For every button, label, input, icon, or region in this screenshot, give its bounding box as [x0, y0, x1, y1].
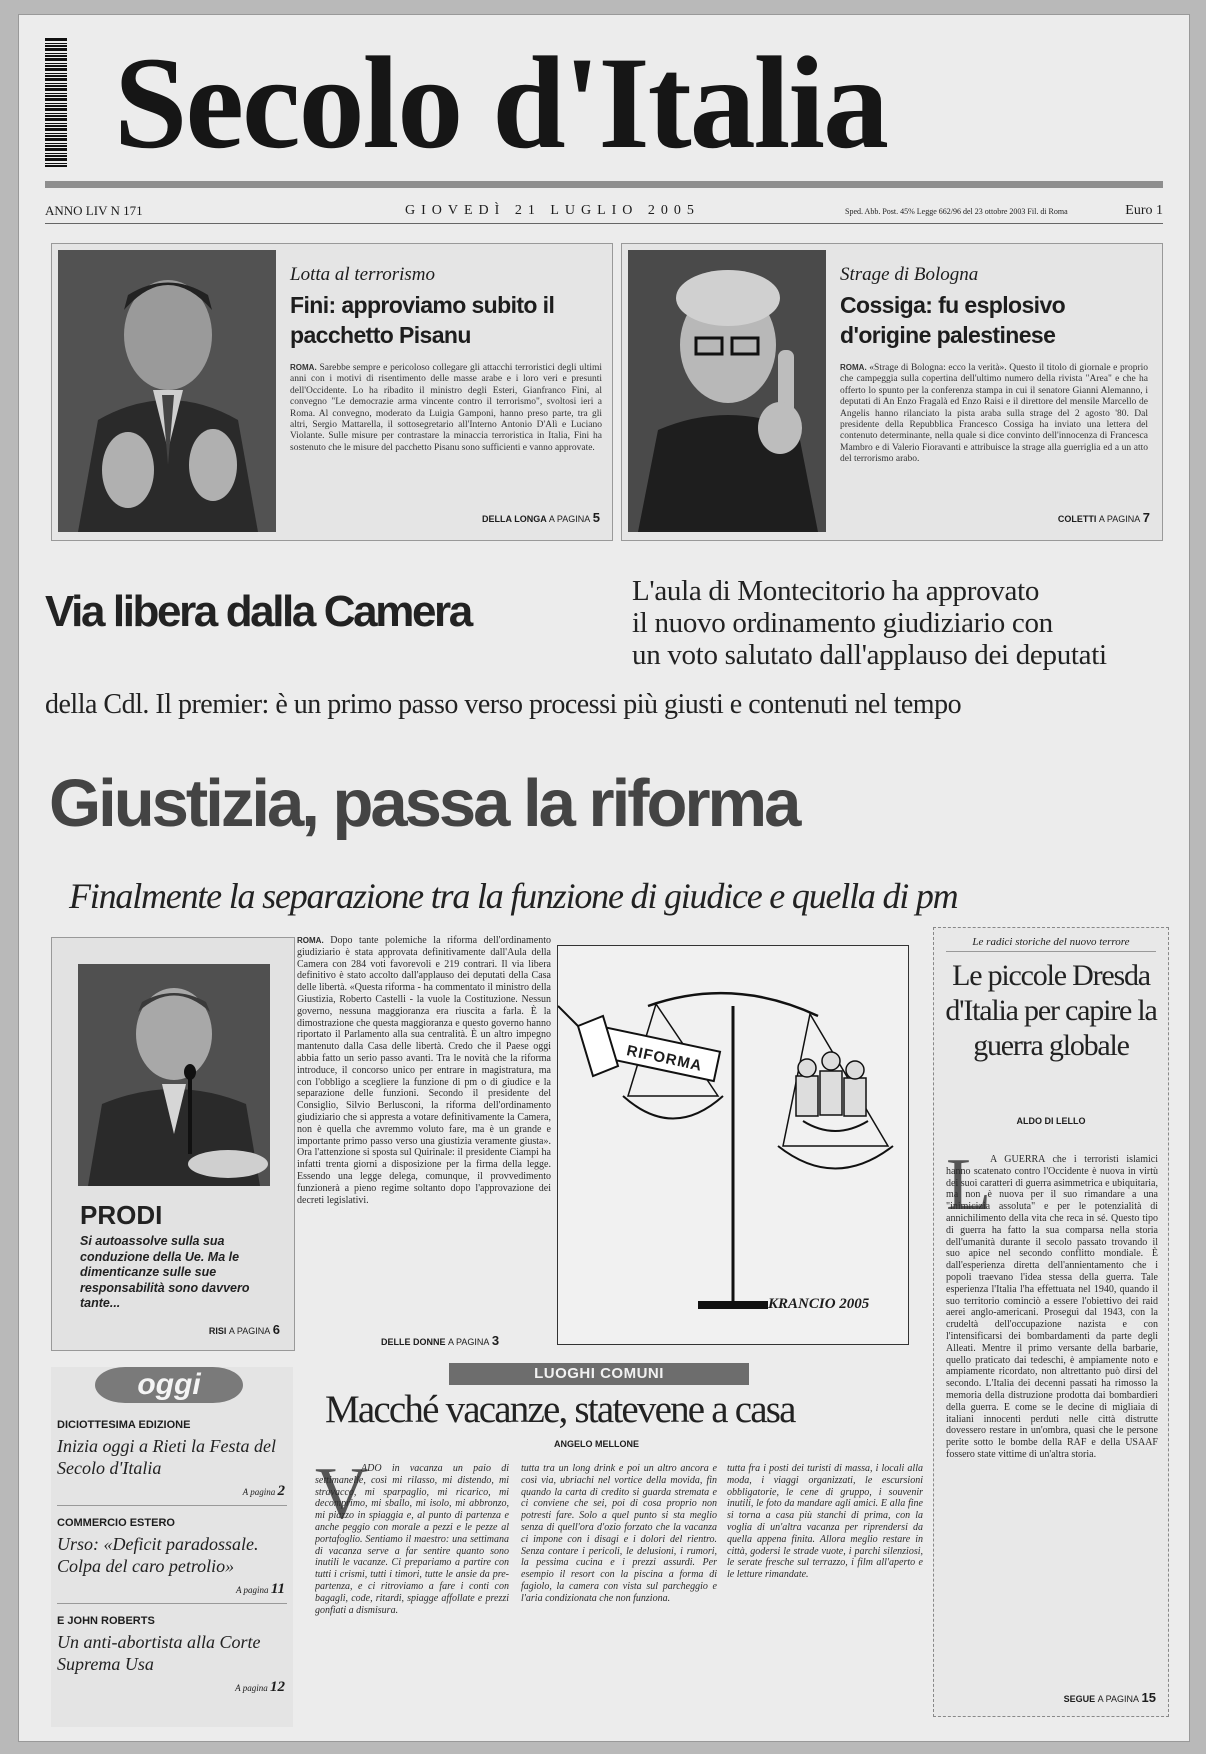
- luoghi-headline[interactable]: Macché vacanze, statevene a casa: [325, 1388, 795, 1431]
- camera-sub-line-2: il nuovo ordinamento giudiziario con: [632, 607, 1053, 639]
- segue-sidebar: SEGUE: [1063, 1694, 1096, 1704]
- body-fini: [290, 362, 602, 502]
- byline-cossiga[interactable]: [1058, 510, 1150, 525]
- oggi-page-number-3: 12: [270, 1679, 285, 1695]
- camera-sub-line-1: L'aula di Montecitorio ha approvato: [632, 575, 1040, 607]
- oggi-item-3[interactable]: Un anti-abortista alla Corte Suprema Usa: [57, 1632, 261, 1674]
- page-number-fini: 5: [592, 510, 600, 525]
- prodi-name: PRODI: [80, 1200, 163, 1230]
- oggi-section-1: DICIOTTESIMA EDIZIONE: [57, 1419, 191, 1431]
- sidebar-dropcap: L: [946, 1144, 992, 1226]
- oggi-page-number-1: 2: [277, 1483, 285, 1499]
- author-fini: DELLA LONGA: [482, 514, 547, 524]
- photo-fini: [58, 250, 276, 532]
- author-riforma: DELLE DONNE: [381, 1337, 446, 1347]
- headline-fini[interactable]: Fini: approviamo subito il pacchetto Pisanu: [290, 292, 555, 348]
- sidebar-kicker: Le radici storiche del nuovo terrore: [946, 936, 1156, 952]
- oggi-panel: [51, 1367, 293, 1727]
- cartoon-signature: KRANCIO 2005: [768, 1296, 870, 1312]
- oggi-page-label-3: A pagina: [235, 1683, 268, 1693]
- byline-fini[interactable]: [482, 510, 600, 525]
- oggi-page-1: [243, 1483, 285, 1500]
- dateline: [45, 201, 1163, 224]
- sidebar-title[interactable]: Le piccole Dresda d'Italia per capire la guerra globale: [945, 959, 1157, 1062]
- prodi-box[interactable]: [51, 937, 295, 1351]
- cartoon: [557, 945, 909, 1345]
- prodi-text: Si autoassolve sulla sua conduzione della Ue. Ma le dimenticanze sulle sue responsabilità sono davvero tante...: [80, 1234, 250, 1310]
- oggi-page-label-2: A pagina: [235, 1585, 269, 1595]
- camera-sub-last: della Cdl. Il premier: è un primo passo verso processi più giusti e contenuti nel tempo: [45, 689, 962, 720]
- text-riforma: Dopo tante polemiche la riforma dell'ordinamento giudiziario è stata approvata definitivamente dall'Aula della Camera con 284 voti favorevoli e 219 contrari. Il via libera definitivo è stato accolto dall'applauso dei deputati della Casa delle libertà. «Questa riforma - ha commentato il ministro della Giustizia, Roberto Castelli - la vuole la Costituzione. Nessun governo, nessuna maggioranza era riuscita a farla. È la dimostrazione che questa maggioranza e questo governo hanno riportato il Parlamento alla sua centralità. È un altro impegno mantenuto dalla Casa delle libertà. Credo che il Paese oggi abbia fatto un serio passo avanti. Tra le novità che la riforma introduce, il concorso unico per entrare in magistratura, ma con l'obbligo a scegliere la funzione di pm o di giudice e la separazione delle funzioni. Secondo il presidente del Consiglio, Silvio Berlusconi, la riforma dell'ordinamento giudiziario che si appresta a votare definitivamente la Camera, non è quella che avremmo voluto fare, ma è un grande e importante primo passo verso una giustizia veramente giusta». Ora l'attenzione si sposta sul Quirinale: il presidente Ciampi ha infatti trenta giorni a disposizione per la firma della legge. Essendo una legge delega, comunque, il provvedimento funzionerà a pieno regime soltanto dopo l'approvazione dei decreti legislativi.: [297, 935, 551, 1206]
- luoghi-col-1: ADO in vacanza un paio di settimanelle, così mi rilasso, mi distendo, mi stravacco, mi sparpaglio, mi ricarico, mi decomprimo, mi sballo, mi isolo, mi abbronzo, mi piazzo in spiaggia e, al punto di partenza e anche peggio con morale a pezzi e le pezze al portafoglio. Sentiamo il maestro: una settimana di vacanza serve a far sentire quanto sono inutili le vacanze. Ci prepariamo a partire con tutti i crismi, tutti i timori, tutte le ansie da pre-partenza, e ci ritroviamo a fare i conti con bagagli, code, ritardi, spiagge affollate e prezzi gonfiati a dismisura.: [315, 1463, 509, 1616]
- story-cossiga[interactable]: [621, 243, 1163, 541]
- masthead-title: Secolo d'Italia: [114, 29, 888, 176]
- postal-info: Sped. Abb. Post. 45% Legge 662/96 del 23 ottobre 2003 Fil. di Roma: [845, 207, 1068, 216]
- story-fini[interactable]: [51, 243, 613, 541]
- photo-prodi: [78, 964, 270, 1186]
- page-number-sidebar: 15: [1141, 1690, 1156, 1705]
- issue-date: GIOVEDÌ 21 LUGLIO 2005: [405, 203, 700, 218]
- body-cossiga: [840, 362, 1148, 502]
- kicker-cossiga: Strage di Bologna: [840, 264, 979, 285]
- camera-sub-line-3: un voto salutato dall'applauso dei deputati: [632, 639, 1107, 671]
- cartoon-label: RIFORMA: [625, 1042, 704, 1075]
- page-number-cossiga: 7: [1142, 510, 1150, 525]
- page-label-prodi: A PAGINA: [228, 1326, 271, 1336]
- sidebar-dresda[interactable]: [933, 927, 1169, 1717]
- page-number-prodi: 6: [272, 1322, 280, 1337]
- oggi-item-2[interactable]: Urso: «Deficit paradossale. Colpa del caro petrolio»: [57, 1534, 259, 1576]
- page-label-riforma: A PAGINA: [448, 1337, 490, 1347]
- main-headline[interactable]: Giustizia, passa la riforma: [49, 766, 799, 841]
- riforma-article: [297, 935, 551, 1329]
- kicker-fini: Lotta al terrorismo: [290, 264, 435, 285]
- oggi-page-number-2: 11: [270, 1581, 285, 1597]
- lead-cossiga: ROMA.: [840, 363, 867, 372]
- oggi-section-2: COMMERCIO ESTERO: [57, 1517, 175, 1529]
- byline-sidebar[interactable]: [1064, 1690, 1156, 1705]
- price: Euro 1: [1125, 203, 1163, 218]
- lead-riforma: ROMA.: [297, 936, 324, 945]
- oggi-divider-1: [57, 1505, 287, 1506]
- masthead-rule: [45, 181, 1163, 188]
- oggi-badge: oggi: [95, 1367, 243, 1403]
- sidebar-body: A GUERRA che i terroristi islamici hanno scatenato contro l'Occidente è nuova in virtù dei suoi caratteri di guerra asimmetrica e ubiquitaria, ma non è nuova per il suo rimandare a una "inimicizia assoluta" e per le potenzialità di annichilimento della vita che reca in sé. Questo tipo di guerra ha fatto la sua comparsa nella storia dell'umanità durante il secolo passato trovando il suo apice nel secondo conflitto mondiale. È dall'esperienza diretta dell'annientamento che i popoli traevano l'idea stessa della guerra. Tale esperienza l'Italia l'ha effettuata nel 1940, quando il suo territorio cominciò a essere l'obiettivo dei raid aerei anglo-americani. Proseguì dal 1943, con la crudeltà dell'occupazione nazista e con l'intensificarsi dei bombardamenti da parte degli Alleati. Mentre il primo versante della barbarie, quello praticato dai tedeschi, è ampiamente noto e ampiamente ricordato, non altrettanto può dirsi del secondo. L'Italia dei decenni passati ha rimosso la memoria della distruzione prodotta dai bombardieri della guerra. E come se le decine di migliaia di italiani innocenti perduti nelle città distrutte dovessero restare in un'ombra, quasi che le persone perite sotto le bombe della RAF e della USAAF fossero state vittime di un'altra storia.: [946, 1154, 1158, 1460]
- page-label-cossiga: A PAGINA: [1098, 514, 1141, 524]
- byline-prodi[interactable]: [209, 1322, 280, 1337]
- newspaper-front-page: [18, 14, 1190, 1742]
- text-fini: Sarebbe sempre e pericoloso collegare gli attacchi terroristici degli ultimi anni con i motivi di risentimento delle masse arabe e i loro veri e presunti dell'Occidente. Lo ha ribadito il ministro degli Esteri, Gianfranco Fini, al convegno "Le democrazie arma vincente contro il terrorismo", svoltosi ieri a Roma. Al convegno, moderato da Luigia Gamponi, hanno preso parte, tra gli altri, Sergio Mattarella, il sottosegretario all'Interno Antonio D'Alì e Luciano Violante. Sulle misure per contrastare la minaccia terroristica in Italia, Fini ha sostenuto che le misure del pacchetto Pisanu sono sufficienti e vanno approvate.: [290, 363, 602, 453]
- page-label-fini: A PAGINA: [548, 514, 591, 524]
- page-label-sidebar: A PAGINA: [1097, 1694, 1140, 1704]
- main-deck: Finalmente la separazione tra la funzione di giudice e quella di pm: [69, 876, 958, 916]
- luoghi-dropcap: V: [315, 1453, 369, 1535]
- headline-camera[interactable]: Via libera dalla Camera: [45, 587, 471, 636]
- lead-fini: ROMA.: [290, 363, 317, 372]
- author-cossiga: COLETTI: [1057, 514, 1097, 524]
- scales-illustration: [558, 946, 908, 1344]
- luoghi-col-3: tutta fra i posti dei turisti di massa, i locali alla moda, i viaggi organizzati, le escursioni obbligatorie, le cene di gruppo, i souvenir inutili, le foto da mandare agli amici. E alla fine si torna a casa più stanchi di prima, con la voglia di un'altra vacanza per riprendersi da quella appena finita. Allora meglio restare in città, godersi le strade vuote, i parchi silenziosi, le serate fresche sul terrazzo, i film all'aperto e le letture rimandate.: [727, 1463, 923, 1581]
- text-cossiga: «Strage di Bologna: ecco la verità». Questo il titolo di giornale e proprio che campeggia sulla copertina dell'ultimo numero della rivista "Area" e che ha offerto lo spunto per la conferenza stampa in cui il senatore Gianni Alemanno, i deputati di An Enzo Fragalà ed Enzo Raisi e il direttore del mensile Marcello de Angelis hanno rilanciato la pista araba sulla strage del 2 agosto '80. Dal presidente della Repubblica Francesco Cossiga ha inviato una lettera del contenuto determinante, nella quale si dice convinto dell'innocenza di Francesca Mambro e di Valerio Fioravanti e attribuisce la strage alla guerriglia ed a un atto del terrorismo arabo.: [840, 363, 1148, 465]
- luoghi-author: ANGELO MELLONE: [554, 1439, 639, 1449]
- luoghi-label: LUOGHI COMUNI: [449, 1363, 749, 1385]
- luoghi-col-2: tutta tra un long drink e poi un altro ancora e così via, ubriachi nel vortice della movida, fin quando la carta di credito si guarda stremata e ci conviene che sei, poi di cosa proprio non potresti fare. Solo a quel punto si sta meglio senza di quell'ora d'ozio forzato che la vacanza ci impone con i disagi e i dolori del rientro. Senza contare i pericoli, le delusioni, i rumori, la pessima cucina e i prezzi assurdi. Per esempio il resort con la piscina a forma di fagiolo, la camera con vista sul parcheggio e l'aria condizionata che non funziona.: [521, 1463, 717, 1604]
- oggi-page-3: [235, 1679, 285, 1696]
- camera-sub: [632, 575, 1107, 671]
- oggi-divider-2: [57, 1603, 287, 1604]
- byline-riforma[interactable]: [381, 1333, 499, 1348]
- photo-cossiga: [628, 250, 826, 532]
- oggi-page-2: [236, 1581, 285, 1598]
- oggi-item-1[interactable]: Inizia oggi a Rieti la Festa del Secolo d'Italia: [57, 1436, 276, 1478]
- page-number-riforma: 3: [491, 1333, 500, 1348]
- sidebar-author: ALDO DI LELLO: [1016, 1116, 1086, 1126]
- oggi-section-3: E JOHN ROBERTS: [57, 1615, 155, 1627]
- issue-number: ANNO LIV N 171: [45, 203, 143, 218]
- barcode: [45, 37, 67, 167]
- oggi-page-label-1: A pagina: [242, 1487, 276, 1497]
- author-prodi: RISI: [208, 1326, 227, 1336]
- headline-cossiga[interactable]: Cossiga: fu esplosivo d'origine palestinese: [840, 292, 1066, 348]
